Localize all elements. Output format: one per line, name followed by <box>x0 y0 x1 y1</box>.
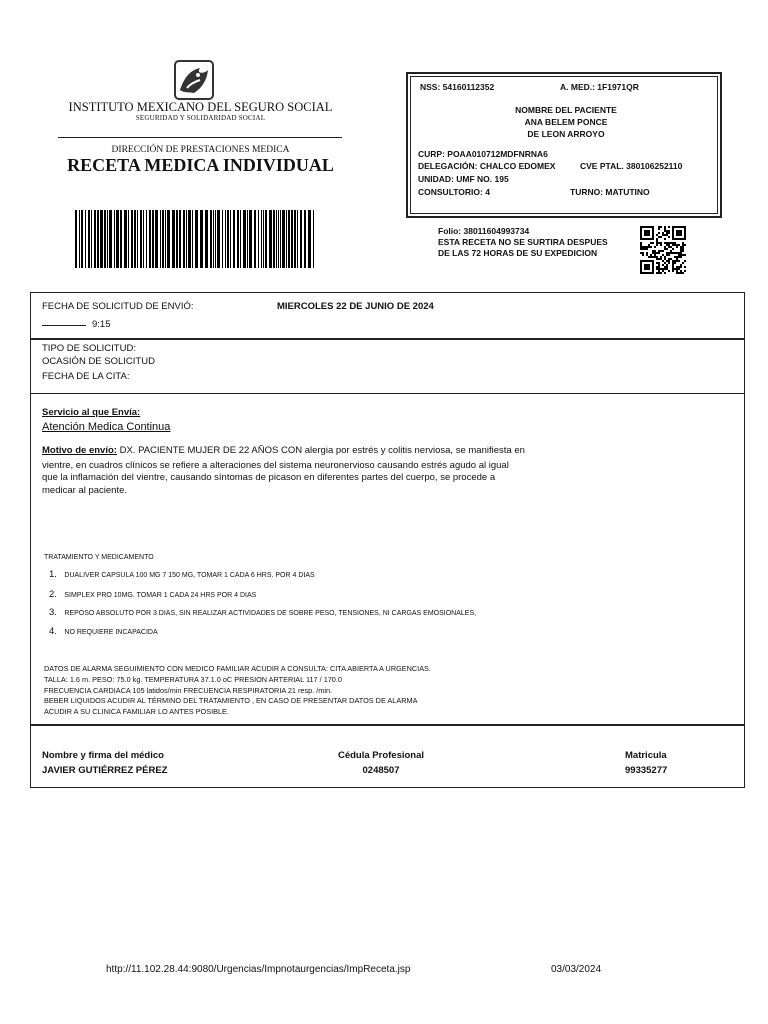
patient-name-line2: DE LEON ARROYO <box>527 129 605 139</box>
alarm-line: FRECUENCIA CARDIACA 105 latidos/min FRECUENCIA RESPIRATORIA 21 resp. /min. <box>44 685 333 695</box>
request-occasion-label: OCASIÓN DE SOLICITUD <box>42 356 155 367</box>
patient-info-box <box>406 72 722 218</box>
barcode <box>75 210 317 268</box>
document-title: RECETA MEDICA INDIVIDUAL <box>67 155 334 175</box>
matricula-value: 99335277 <box>625 765 668 776</box>
doctor-name: JAVIER GUTIÉRREZ PÉREZ <box>42 765 168 776</box>
doctor-label: Nombre y firma del médico <box>42 750 164 761</box>
folio-block <box>438 226 608 259</box>
reason-line4: medicar al paciente. <box>42 485 128 496</box>
request-type-label: TIPO DE SOLICITUD: <box>42 343 136 354</box>
section-divider <box>30 724 745 726</box>
reason-label: Motivo de envío: <box>42 445 117 456</box>
treatment-item <box>49 621 158 639</box>
treatment-item <box>49 602 476 620</box>
reason-line1 <box>42 445 525 456</box>
item-text: DUALIVER CAPSULA 100 MG 7 150 MG, TOMAR 1 CADA 6 HRS. POR 4 DIAS <box>64 572 315 579</box>
expiry-warning-line2: DE LAS 72 HORAS DE SU EXPEDICION <box>438 248 598 258</box>
folio-number: Folio: 38011604993734 <box>438 226 530 236</box>
patient-name-label: NOMBRE DEL PACIENTE <box>515 105 617 115</box>
unidad: UNIDAD: UMF NO. 195 <box>418 174 509 184</box>
item-number: 3. <box>49 607 57 618</box>
consultorio: CONSULTORIO: 4 <box>418 187 490 197</box>
item-number: 2. <box>49 589 57 600</box>
alarm-block <box>44 664 431 718</box>
nss: NSS: 54160112352 <box>420 82 495 92</box>
cedula-label: Cédula Profesional <box>337 750 425 761</box>
direction-title: DIRECCIÓN DE PRESTACIONES MEDICA <box>111 145 290 155</box>
institution-subtitle: SEGURIDAD Y SOLIDARIDAD SOCIAL <box>135 114 266 122</box>
item-text: NO REQUIERE INCAPACIDA <box>64 629 158 636</box>
alarm-line: TALLA: 1.6 m. PESO: 75.0 kg. TEMPERATURA 37.1.0 oC PRESION ARTERIAL 117 / 170.0 <box>44 674 342 684</box>
footer-date: 03/03/2024 <box>551 964 602 975</box>
footer-url: http://11.102.28.44:9080/Urgencias/Impnotaurgencias/ImpReceta.jsp <box>106 964 411 975</box>
imss-eagle-logo <box>174 60 214 100</box>
reason-line2: vientre, en cuadros clínicos se refiere a alteraciones del sistema neuronervioso causando estrés agudo al igual <box>42 460 509 471</box>
patient-name-line1: ANA BELEM PONCE <box>524 117 608 127</box>
service-label: Servicio al que Envía: <box>42 407 141 418</box>
alarm-line: BEBER LIQUIDOS ACUDIR AL TÉRMINO DEL TRATAMIENTO , EN CASO DE PRESENTAR DATOS DE ALARMA <box>44 696 418 706</box>
matricula-label: Matricula <box>625 750 667 761</box>
request-date-value: MIERCOLES 22 DE JUNIO DE 2024 <box>277 301 434 312</box>
treatment-title: TRATAMIENTO Y MEDICAMENTO <box>44 554 154 561</box>
item-number: 1. <box>49 569 57 580</box>
alarm-line: DATOS DE ALARMA SEGUIMIENTO CON MEDICO FAMILIAR ACUDIR A CONSULTA: CITA ABIERTA A URGENCIAS. <box>44 664 431 673</box>
item-text: REPOSO ABSOLUTO POR 3 DIAS, SIN REALIZAR ACTIVIDADES DE SOBRE PESO, TENSIONES, NI CARGAS EMOSIONALES, <box>64 610 477 617</box>
cedula-value: 0248507 <box>362 765 400 776</box>
curp: CURP: POAA010712MDFNRNA6 <box>418 149 548 159</box>
appointment-date-label: FECHA DE LA CITA: <box>42 371 130 382</box>
reason-line3: que la inflamación del vientre, causando síntomas de picason en diferentes partes del cuerpo, se procede a <box>42 472 496 483</box>
cve-ptal: CVE PTAL. 380106252110 <box>580 161 683 171</box>
treatment-item <box>49 564 315 582</box>
institution-name: INSTITUTO MEXICANO DEL SEGURO SOCIAL <box>68 100 333 114</box>
reason-text: DX. PACIENTE MUJER DE 22 AÑOS CON alergia por estrés y colitis nerviosa, se manifiesta en <box>116 445 525 456</box>
item-number: 4. <box>49 626 57 637</box>
time-line <box>42 325 86 326</box>
item-text: SIMPLEX PRO 10MG. TOMAR 1 CADA 24 HRS POR 4 DIAS <box>64 592 257 599</box>
alarm-line: ACUDIR A SU CLINICA FAMILIAR LO ANTES POSIBLE. <box>44 707 229 717</box>
request-time: 9:15 <box>92 319 111 330</box>
section-divider <box>30 393 745 394</box>
qr-code <box>640 226 686 274</box>
service-value: Atención Medica Continua <box>42 421 171 433</box>
request-date-label: FECHA DE SOLICITUD DE ENVIÓ: <box>42 301 194 312</box>
delegacion: DELEGACIÓN: CHALCO EDOMEX <box>418 161 556 171</box>
amed: A. MED.: 1F1971QR <box>560 82 639 92</box>
expiry-warning-line1: ESTA RECETA NO SE SURTIRA DESPUES <box>438 237 608 247</box>
turno: TURNO: MATUTINO <box>570 187 650 197</box>
treatment-item <box>49 584 256 602</box>
section-divider <box>30 338 745 340</box>
header-divider <box>58 137 342 138</box>
